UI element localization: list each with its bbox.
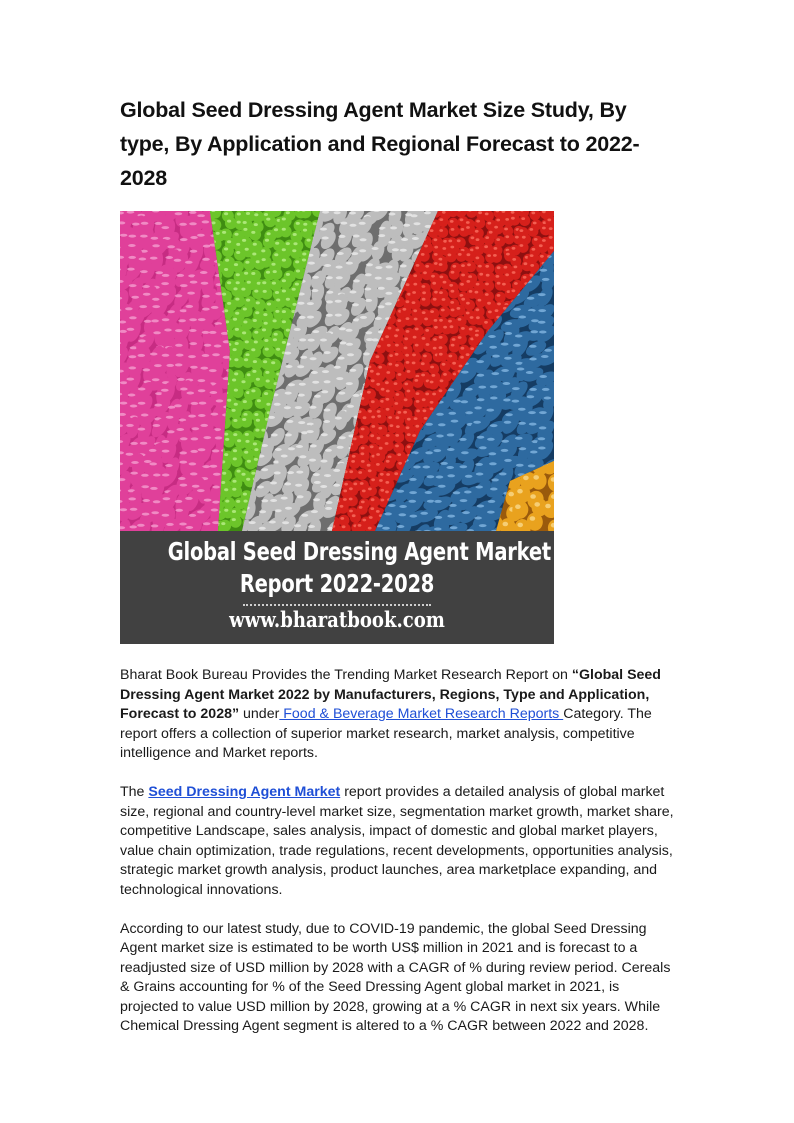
intro-lead: Bharat Book Bureau Provides the Trending Market Research Report on: [120, 667, 572, 683]
scope-lead: The: [120, 784, 149, 800]
banner-subtitle: Report 2022-2028: [239, 569, 435, 598]
study-paragraph: According to our latest study, due to COVID-19 pandemic, the global Seed Dressing Agent market size is estimated to be worth US$ million in 2021 and is forecast to a readjusted size of USD million by 2028 with a CAGR of % during review period. Cereals & Grains accounting for % of the Seed Dressing Agent global market in 2021, is projected to value USD million by 2028, growing at a % CAGR in next six years. While Chemical Dressing Agent segment is altered to a % CAGR between 2022 and 2028.: [120, 920, 671, 1034]
scope-paragraph: [120, 783, 676, 900]
report-title: “Global Seed Dressing Agent Market 2022 by Manufacturers, Regions, Type and Application, Forecast to 2028”: [120, 667, 661, 722]
document-page: [120, 93, 676, 1037]
scope-tail: report provides a detailed analysis of global market size, regional and country-level market size, segmentation market growth, market share, competitive Landscape, sales analysis, impact of domestic and global market players, value chain optimization, trade regulations, recent developments, opportunities analysis, strategic market growth analysis, product launches, area marketplace expanding, and technological innovations.: [120, 784, 674, 898]
intro-paragraph: [120, 666, 676, 764]
banner-url: www.bharatbook.com: [229, 607, 445, 632]
hero-image: [120, 211, 657, 644]
intro-under: under: [239, 706, 280, 722]
category-link[interactable]: Food & Beverage Market Research Reports: [279, 706, 564, 722]
hero-banner: [120, 531, 657, 644]
intro-tail: Category. The report offers a collection of superior market research, market analysis, competitive intelligence and Market reports.: [120, 706, 652, 761]
market-link[interactable]: Seed Dressing Agent Market: [148, 784, 341, 800]
banner-title: Global Seed Dressing Agent Market Research: [167, 537, 657, 566]
page-title: Global Seed Dressing Agent Market Size Study, By type, By Application and Regional Forecast to 2022-2028: [120, 98, 640, 190]
